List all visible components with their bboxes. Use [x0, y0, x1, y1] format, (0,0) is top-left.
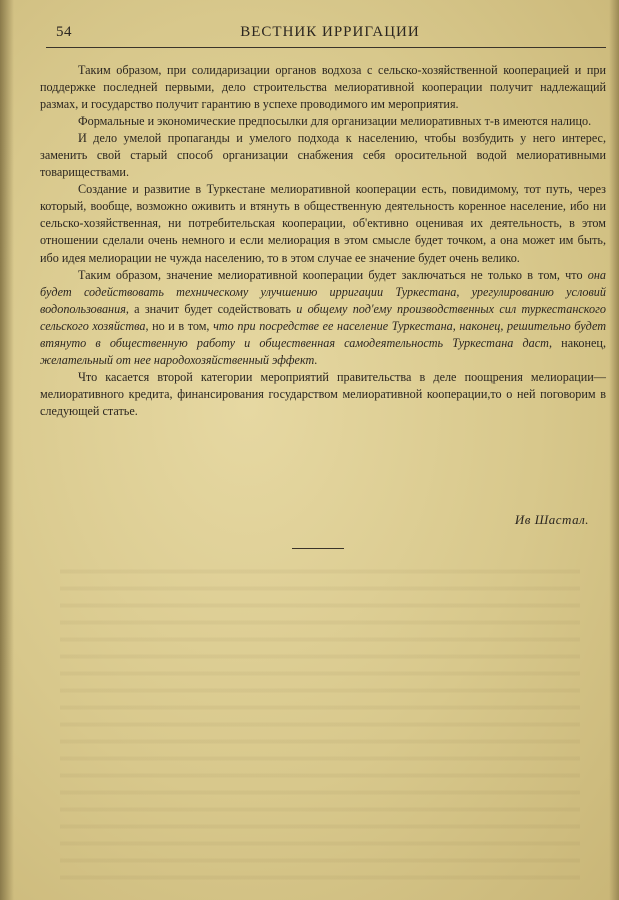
paragraph-4: Создание и развитие в Туркестане мелиоративной кооперации есть, повидимому, тот путь, через который, вообще, возможно оживить и втянуть в общественную деятельность коренное население, ибо ни сельско-хозяйственная, ни потребительская кооперации, об'ективно оценивая их деятельность, в этом отношении сделали очень немного и если мелиорация в этом смысле будет точком, а она может им быть, ибо идея мелиорации не чужда населению, то в этом случае ее значение будет очень велико. [40, 182, 606, 265]
page-header [56, 24, 604, 46]
paragraph-3: И дело умелой пропаганды и умелого подхода к населению, чтобы возбудить у него интерес, заменить свой старый способ организации снабжения себя оросительной водой мелиоративными товариществами. [40, 131, 606, 180]
paragraph-1: Таким образом, при солидаризации органов водхоза с сельско-хозяйственной кооперацией и при поддержке последней первыми, дело строительства мелиоративной кооперации получит надлежащий размах, и государство получит гарантию в успехе проводимого им мероприятия. [40, 63, 606, 112]
paragraph-5-emphasis-2: и общему под'ему производственных сил туркестанского сельского хозяйства [40, 301, 606, 333]
end-rule [292, 548, 344, 549]
article-body [40, 62, 606, 420]
paragraph-5-text-4: , наконец, [548, 335, 607, 350]
show-through-texture [60, 560, 580, 890]
paragraph-5-emphasis-1: она будет содействовать техническому улучшению ирригации Туркестана, урегулированию условий водопользования [40, 267, 606, 316]
paragraph-6: Что касается второй категории мероприятий правительства в деле поощрения мелиорации—мелиоративного кредита, финансирования государством мелиоративной кооперации,то о ней поговорим в следующей статье. [40, 369, 606, 418]
header-rule [46, 47, 606, 48]
paragraph-5 [40, 267, 606, 369]
page-edge-shadow [609, 0, 619, 900]
page-binding-shadow [0, 0, 14, 900]
paragraph-5-text-3: , но и в том, [145, 318, 214, 333]
author-signature: Ив Шастал. [514, 512, 589, 527]
running-title: ВЕСТНИК ИРРИГАЦИИ [240, 24, 420, 40]
paragraph-5-text-1: Таким образом, значение мелиоративной кооперации будет заключаться не только в том, что [78, 267, 588, 282]
paragraph-5-emphasis-4: желательный от нее народохозяйственный эффект. [40, 352, 318, 367]
page-number: 54 [56, 24, 72, 40]
paragraph-2: Формальные и экономические предпосылки для организации мелиоративных т-в имеются налицо. [78, 114, 592, 129]
paragraph-5-emphasis-3: что при посредстве ее население Туркестана, наконец, решительно будет втянуто в общественную работу и общественная самодеятельность Туркестана даст [40, 318, 607, 350]
paragraph-5-text-2: , а значит будет содействовать [125, 301, 297, 316]
